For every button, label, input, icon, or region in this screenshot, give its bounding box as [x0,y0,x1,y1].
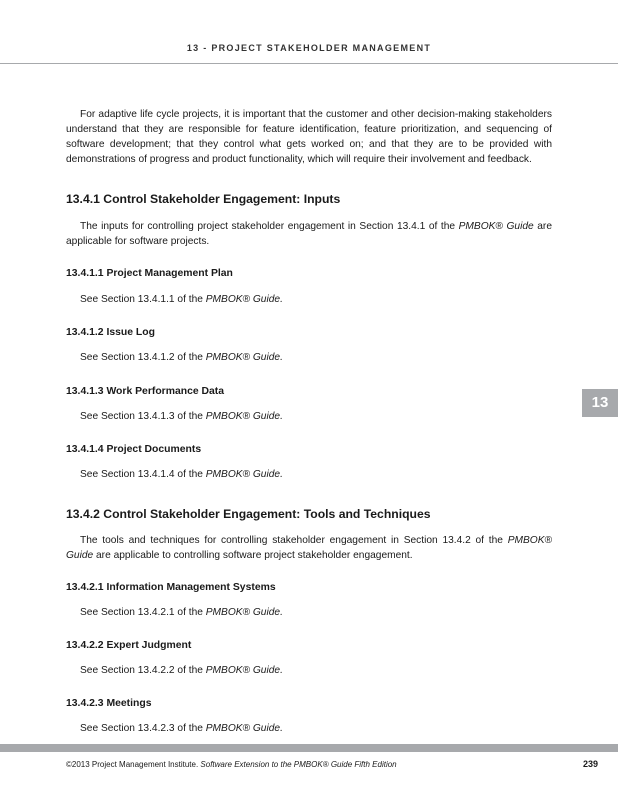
body-text: are applicable for software projects. [66,221,552,247]
section-13-4-1-4 [66,442,552,457]
see-text: See Section 13.4.2.2 of the [80,665,206,676]
guide-title: PMBOK® Guide. [205,411,283,422]
section-13-4-2-3-body [66,721,552,736]
subsection-heading: 13.4.2.1 Information Management Systems [66,582,276,593]
footer-bar [0,744,618,752]
page-header [0,0,618,64]
page-number: 239 [582,759,598,769]
section-13-4-1-3 [66,384,552,399]
section-13-4-2-1 [66,580,552,595]
see-text: See Section 13.4.1.3 of the [80,411,206,422]
see-reference [66,409,552,424]
section-13-4-2-1-body [66,605,552,620]
subsection-heading: 13.4.1.1 Project Management Plan [66,268,233,279]
guide-title: PMBOK® Guide. [205,352,283,363]
guide-title: PMBOK® Guide. [205,665,283,676]
section-heading: 13.4.2 Control Stakeholder Engagement: Tools and Techniques [66,507,431,521]
intro-text: For adaptive life cycle projects, it is important that the customer and other decision-making stakeholders understand that they are responsible for feature identification, feature prioritization, and sequencing of software development; that they control what gets worked on; and that they are to be provided with demonstrations of progress and product functionality, which will require their involvement and feedback. [66,109,552,165]
see-text: See Section 13.4.2.1 of the [80,607,206,618]
subsection-heading: 13.4.2.3 Meetings [66,698,152,709]
section-13-4-1-1 [66,266,552,281]
see-text: See Section 13.4.1.1 of the [80,294,206,305]
section-13-4-1 [66,192,552,207]
guide-title: PMBOK® Guide. [205,294,283,305]
body-text: The tools and techniques for controlling stakeholder engagement in Section 13.4.2 of the [80,535,508,546]
section-13-4-2-body [66,533,552,563]
footer-copyright [66,760,397,769]
book-title: Software Extension to the PMBOK® Guide Fifth Edition [200,760,397,769]
guide-title: PMBOK® Guide [458,221,534,232]
guide-title: PMBOK® Guide. [205,723,283,734]
see-reference [66,292,552,307]
guide-title: PMBOK® Guide [66,535,552,561]
section-13-4-1-1-body [66,292,552,307]
section-body [66,533,552,563]
subsection-heading: 13.4.1.4 Project Documents [66,444,202,455]
guide-title: PMBOK® Guide. [205,607,283,618]
section-13-4-1-body [66,219,552,249]
body-text: are applicable to controlling software project stakeholder engagement. [93,550,413,561]
see-reference [66,721,552,736]
see-reference [66,467,552,482]
chapter-tab: 13 [582,389,618,417]
section-13-4-2-2 [66,638,552,653]
body-text: The inputs for controlling project stakeholder engagement in Section 13.4.1 of the [80,221,459,232]
subsection-heading: 13.4.2.2 Expert Judgment [66,640,192,651]
section-13-4-1-2 [66,325,552,340]
see-text: See Section 13.4.1.4 of the [80,469,206,480]
section-13-4-1-2-body [66,350,552,365]
intro-paragraph [66,107,552,167]
subsection-heading: 13.4.1.3 Work Performance Data [66,386,225,397]
section-13-4-1-3-body [66,409,552,424]
copyright-text: ©2013 Project Management Institute. [66,760,201,769]
section-13-4-2-3 [66,696,552,711]
section-13-4-1-4-body [66,467,552,482]
header-title: 13 - PROJECT STAKEHOLDER MANAGEMENT [186,43,432,53]
section-body [66,219,552,249]
section-13-4-2 [66,507,552,522]
see-reference [66,350,552,365]
section-heading: 13.4.1 Control Stakeholder Engagement: Inputs [66,192,341,206]
subsection-heading: 13.4.1.2 Issue Log [66,327,155,338]
see-reference [66,605,552,620]
see-text: See Section 13.4.1.2 of the [80,352,206,363]
guide-title: PMBOK® Guide. [205,469,283,480]
see-reference [66,663,552,678]
section-13-4-2-2-body [66,663,552,678]
see-text: See Section 13.4.2.3 of the [80,723,206,734]
